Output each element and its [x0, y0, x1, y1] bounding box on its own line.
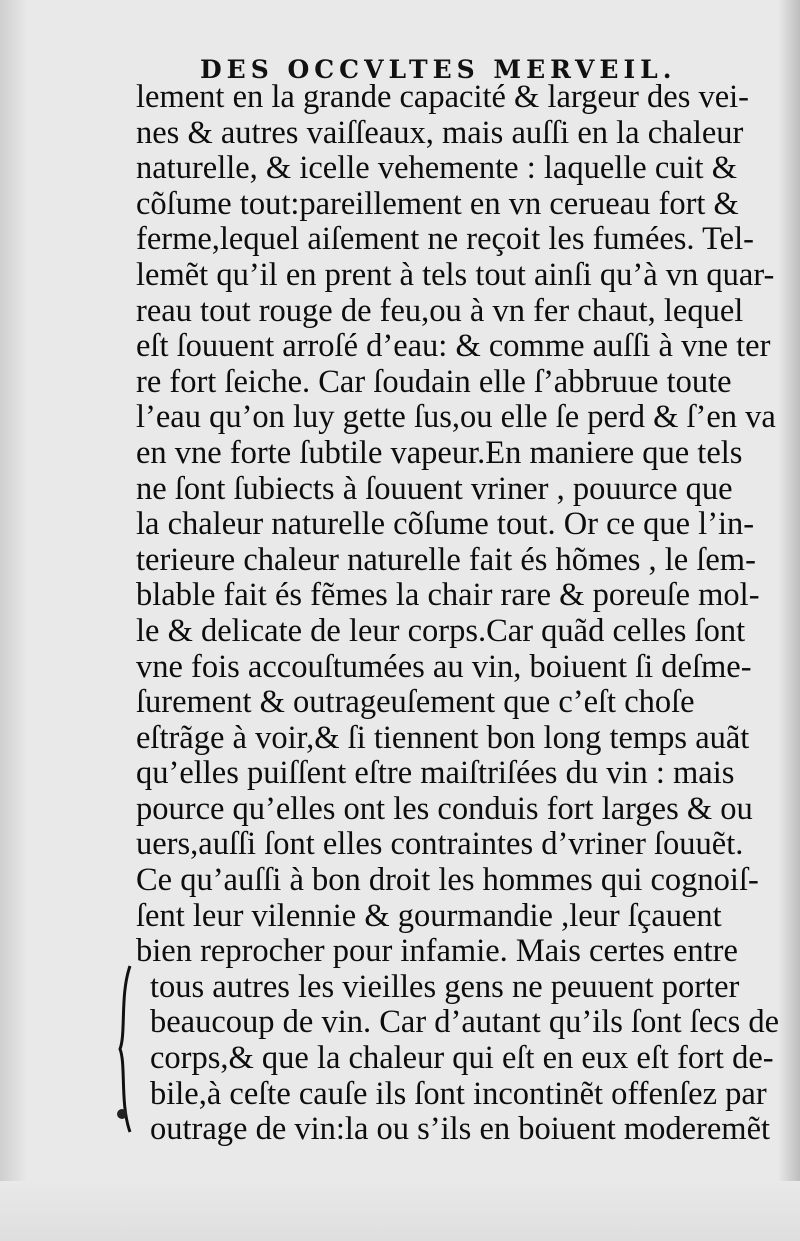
- text-line: outrage de vin:la ou s’ils en boiuent moderemẽt: [150, 1111, 771, 1148]
- text-line: ſent leur vilennie & gourmandie ,leur ſçauent: [136, 897, 722, 934]
- text-line: vne fois accouſtumées au vin, boiuent ſi deſme-: [136, 648, 752, 685]
- margin-bracket-mark: [116, 964, 134, 1134]
- text-line: bile,à ceſte cauſe ils ſont incontinẽt offenſez par: [150, 1075, 767, 1112]
- text-line: reau tout rouge de feu,ou à vn fer chaut, lequel: [136, 292, 744, 329]
- text-line: le & delicate de leur corps.Car quãd celles ſont: [136, 612, 746, 649]
- text-line: cõſume tout:pareillement en vn cerueau fort &: [136, 185, 739, 222]
- page-shadow-left: [0, 0, 28, 1241]
- running-head: DES OCCVLTES MERVEIL.: [200, 55, 677, 84]
- text-line: lement en la grande capacité & largeur des vei-: [136, 79, 749, 115]
- text-line: lemẽt qu’il en prent à tels tout ainſi qu’à vn quar-: [136, 256, 775, 293]
- text-line: uers,auſſi ſont elles contraintes d’vriner ſouuẽt.: [136, 826, 744, 863]
- text-line: naturelle, & icelle vehemente : laquelle cuit &: [136, 150, 737, 187]
- text-line: bien reprocher pour infamie. Mais certes entre: [136, 933, 738, 970]
- text-line: terieure chaleur naturelle fait és hõmes , le ſem-: [136, 541, 756, 578]
- text-line: l’eau qu’on luy gette ſus,ou elle ſe perd & ſ’en va: [136, 399, 776, 436]
- text-line: ne ſont ſubiects à ſouuent vriner , pouurce que: [136, 470, 733, 507]
- text-line: en vne forte ſubtile vapeur.En maniere que tels: [136, 434, 743, 471]
- text-line: corps,& que la chaleur qui eſt en eux eſt fort de-: [150, 1040, 774, 1077]
- text-line: la chaleur naturelle cõſume tout. Or ce que l’in-: [136, 506, 755, 543]
- text-line: re fort ſeiche. Car ſoudain elle ſ’abbruue toute: [136, 363, 732, 400]
- text-line: pource qu’elles ont les conduis fort larges & ou: [136, 790, 753, 827]
- text-line: Ce qu’auſſi à bon droit les hommes qui cognoiſ-: [136, 862, 759, 899]
- text-line: ferme,lequel aiſement ne reçoit les fumées. Tel-: [136, 221, 754, 258]
- body-text: [136, 80, 796, 1148]
- text-line: tous autres les vieilles gens ne peuuent porter: [150, 968, 740, 1005]
- text-line: eſtrãge à voir,& ſi tiennent bon long temps auãt: [136, 719, 750, 756]
- text-line: eſt ſouuent arroſé d’eau: & comme auſſi à vne ter: [136, 328, 771, 365]
- text-line: nes & autres vaiſſeaux, mais auſſi en la chaleur: [136, 114, 744, 151]
- text-line: beaucoup de vin. Car d’autant qu’ils ſont ſecs de: [150, 1004, 780, 1041]
- text-line: qu’elles puiſſent eſtre maiſtriſées du vin : mais: [136, 755, 735, 792]
- text-line: blable fait és fẽmes la chair rare & poreuſe mol-: [136, 577, 760, 614]
- text-line: ſurement & outrageuſement que c’eſt choſe: [136, 684, 695, 721]
- page-shadow-bottom: [0, 1181, 800, 1241]
